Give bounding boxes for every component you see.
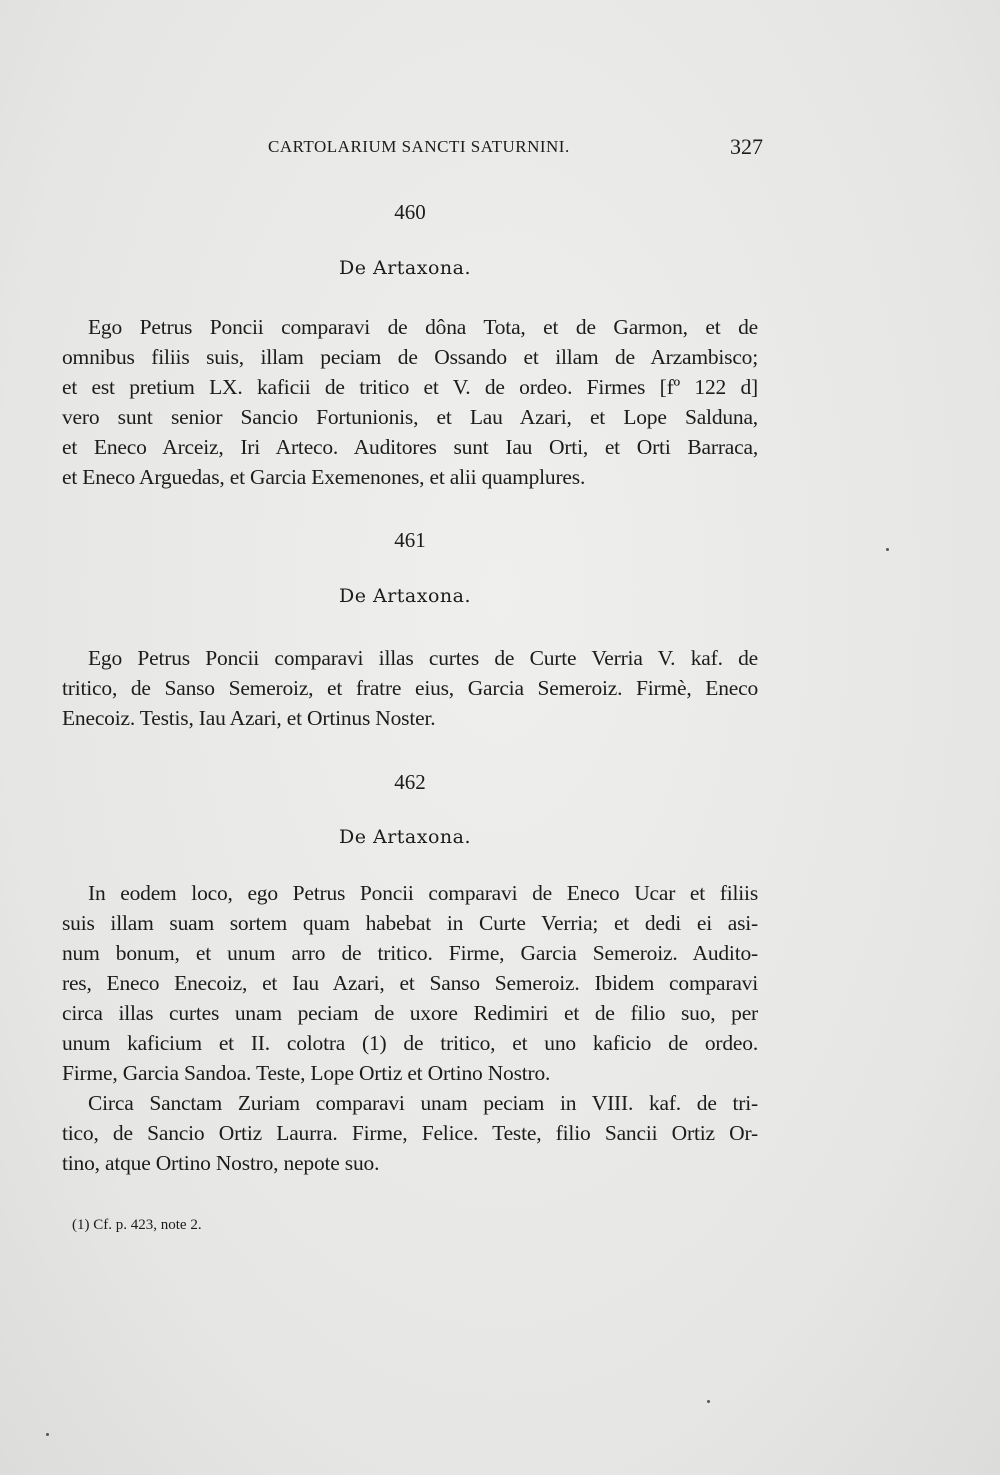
- text-line: circa illas curtes unam peciam de uxore Redimiri et de filio suo, per: [62, 1001, 758, 1025]
- charter-text: [62, 643, 758, 733]
- text-line: vero sunt senior Sancio Fortunionis, et Lau Azari, et Lope Salduna,: [62, 405, 758, 429]
- text-line: Ego Petrus Poncii comparavi illas curtes de Curte Verria V. kaf. de: [88, 646, 758, 670]
- text-line: res, Eneco Enecoiz, et Iau Azari, et Sanso Semeroiz. Ibidem comparavi: [62, 971, 758, 995]
- paper-speck: [886, 548, 889, 551]
- text-line: et Eneco Arceiz, Iri Arteco. Auditores sunt Iau Orti, et Orti Barraca,: [62, 435, 758, 459]
- charter-place-heading: De Artaxona.: [338, 257, 472, 279]
- text-line: Ego Petrus Poncii comparavi de dôna Tota, et de Garmon, et de: [88, 315, 758, 339]
- text-line: Enecoiz. Testis, Iau Azari, et Ortinus Noster.: [62, 706, 436, 730]
- charter-number: 461: [394, 528, 426, 552]
- charter-number: 462: [394, 770, 426, 794]
- text-line: unum kaficium et II. colotra (1) de tritico, et uno kaficio de ordeo.: [62, 1031, 758, 1055]
- text-line: et Eneco Arguedas, et Garcia Exemenones, et alii quamplures.: [62, 465, 586, 489]
- text-line: Firme, Garcia Sandoa. Teste, Lope Ortiz et Ortino Nostro.: [62, 1061, 551, 1085]
- text-line: tino, atque Ortino Nostro, nepote suo.: [62, 1151, 380, 1175]
- charter-number: 460: [394, 200, 426, 224]
- paper-speck: [707, 1400, 710, 1403]
- text-line: tico, de Sancio Ortiz Laurra. Firme, Felice. Teste, filio Sancii Ortiz Or-: [62, 1121, 758, 1145]
- charter-place-heading: De Artaxona.: [338, 826, 472, 848]
- text-line: omnibus filiis suis, illam peciam de Ossando et illam de Arzambisco;: [62, 345, 758, 369]
- text-line: suis illam suam sortem quam habebat in Curte Verria; et dedi ei asi-: [62, 911, 758, 935]
- charter-text: [62, 878, 758, 1178]
- charter-place-heading: De Artaxona.: [338, 585, 472, 607]
- text-line: In eodem loco, ego Petrus Poncii comparavi de Eneco Ucar et filiis: [88, 881, 758, 905]
- page-number: 327: [730, 134, 763, 159]
- text-line: tritico, de Sanso Semeroiz, et fratre eius, Garcia Semeroiz. Firmè, Eneco: [62, 676, 758, 700]
- footnote: (1) Cf. p. 423, note 2.: [72, 1217, 202, 1233]
- text-line: et est pretium LX. kaficii de tritico et V. de ordeo. Firmes [fº 122 d]: [62, 375, 758, 399]
- text-line: Circa Sanctam Zuriam comparavi unam peciam in VIII. kaf. de tri-: [88, 1091, 758, 1115]
- charter-text: [62, 312, 758, 492]
- paper-speck: [46, 1433, 49, 1436]
- running-header: CARTOLARIUM SANCTI SATURNINI.: [268, 137, 570, 156]
- text-line: num bonum, et unum arro de tritico. Firme, Garcia Semeroiz. Audito-: [62, 941, 758, 965]
